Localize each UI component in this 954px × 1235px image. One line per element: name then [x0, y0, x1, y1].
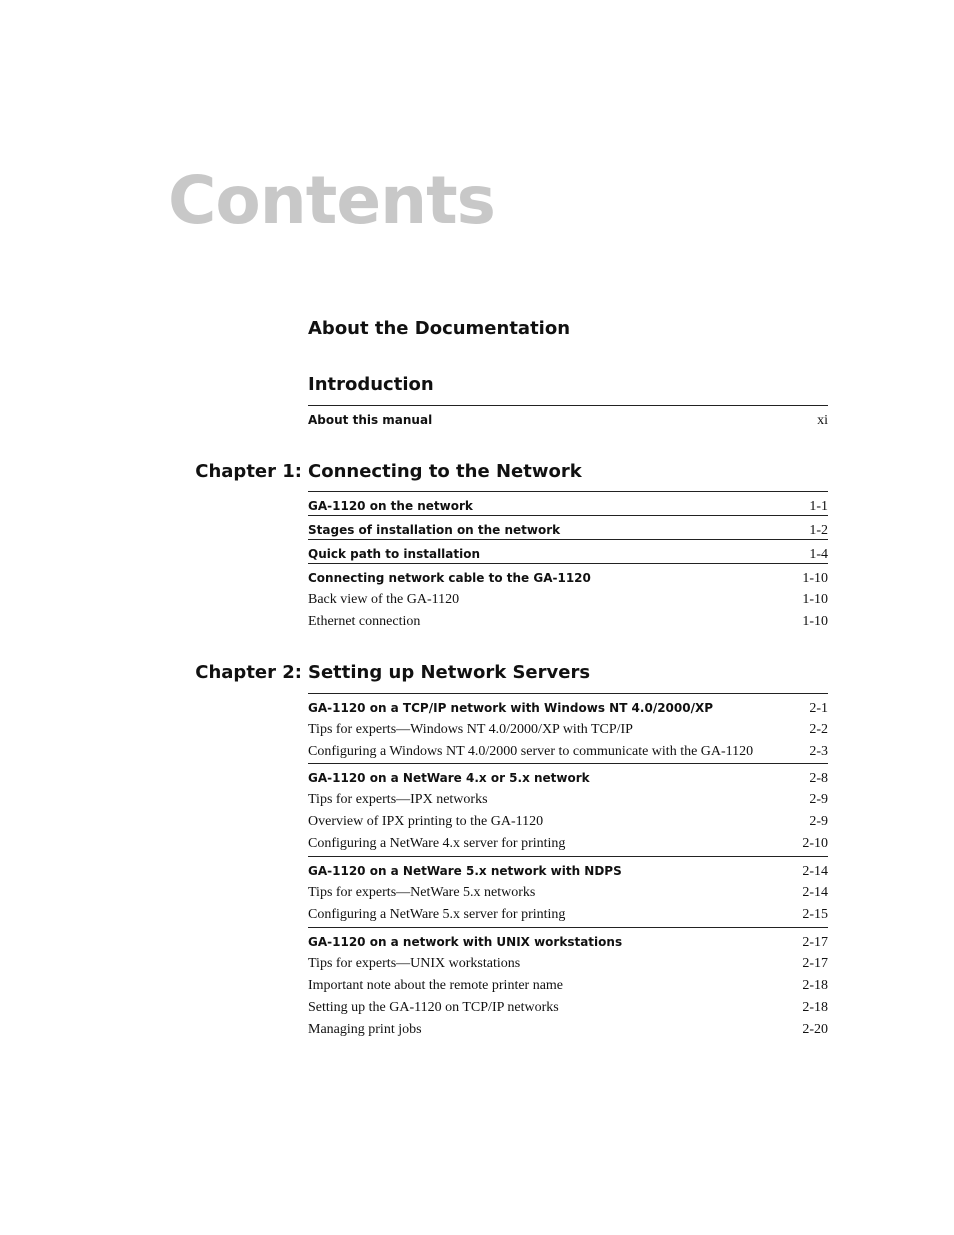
- toc-entry-page: 2-18: [802, 978, 828, 993]
- toc-entry-page: 1-1: [809, 499, 828, 514]
- toc-entry[interactable]: [308, 975, 828, 997]
- toc-entry-page: 2-14: [802, 885, 828, 900]
- toc-group: [308, 405, 828, 431]
- toc-entry[interactable]: [308, 904, 828, 926]
- toc-entry-title: Configuring a Windows NT 4.0/2000 server to communicate with the GA-1120: [308, 744, 754, 759]
- toc-group: [308, 515, 828, 541]
- toc-entry[interactable]: [308, 409, 828, 431]
- toc-entry-page: 2-9: [809, 814, 828, 829]
- toc-group: [308, 491, 828, 517]
- toc-entry-title: Stages of installation on the network: [308, 523, 561, 537]
- toc-entry-page: 2-14: [802, 864, 828, 879]
- toc-entry-page: 2-8: [809, 771, 828, 786]
- toc-entry-title: Tips for experts—IPX networks: [308, 792, 488, 807]
- toc-entry-page: 1-4: [809, 547, 828, 562]
- toc-entry[interactable]: [308, 519, 828, 541]
- chapter-1-title: Connecting to the Network: [308, 461, 582, 482]
- toc-entry-page: 2-20: [802, 1022, 828, 1037]
- toc-entry[interactable]: [308, 495, 828, 517]
- toc-entry[interactable]: [308, 789, 828, 811]
- toc-entry-title: Ethernet connection: [308, 614, 421, 629]
- toc-entry-page: 2-15: [802, 907, 828, 922]
- toc-entry-page: 2-9: [809, 792, 828, 807]
- chapter-1-heading: [195, 461, 582, 483]
- toc-entry-title: Tips for experts—Windows NT 4.0/2000/XP with TCP/IP: [308, 722, 633, 737]
- section-heading-introduction: Introduction: [308, 374, 434, 395]
- toc-entry-page: 1-10: [802, 592, 828, 607]
- toc-entry-page: 2-3: [809, 744, 828, 759]
- toc-entry[interactable]: [308, 741, 828, 763]
- toc-entry[interactable]: [308, 589, 828, 611]
- toc-entry-title: Connecting network cable to the GA-1120: [308, 571, 591, 585]
- toc-entry-title: GA-1120 on a network with UNIX workstations: [308, 935, 623, 949]
- toc-entry-title: About this manual: [308, 413, 433, 427]
- toc-entry[interactable]: [308, 953, 828, 975]
- toc-group: [308, 927, 828, 1041]
- toc-entry-page: 2-1: [809, 701, 828, 716]
- chapter-2-title: Setting up Network Servers: [308, 662, 591, 683]
- chapter-2-number: Chapter 2:: [195, 662, 302, 683]
- toc-entry-title: GA-1120 on a NetWare 4.x or 5.x network: [308, 771, 590, 785]
- toc-entry-title: Tips for experts—NetWare 5.x networks: [308, 885, 536, 900]
- toc-entry[interactable]: [308, 860, 828, 882]
- toc-entry[interactable]: [308, 931, 828, 953]
- toc-entry[interactable]: [308, 611, 828, 633]
- chapter-1-number: Chapter 1:: [195, 461, 302, 482]
- toc-group: [308, 539, 828, 565]
- toc-entry[interactable]: [308, 811, 828, 833]
- toc-entry-title: Managing print jobs: [308, 1022, 422, 1037]
- toc-entry-title: GA-1120 on the network: [308, 499, 473, 513]
- toc-entry[interactable]: [308, 697, 828, 719]
- toc-entry[interactable]: [308, 719, 828, 741]
- toc-entry-title: Configuring a NetWare 5.x server for printing: [308, 907, 566, 922]
- toc-entry[interactable]: [308, 543, 828, 565]
- toc-entry-title: Overview of IPX printing to the GA-1120: [308, 814, 544, 829]
- toc-entry[interactable]: [308, 882, 828, 904]
- toc-entry-title: GA-1120 on a TCP/IP network with Windows NT 4.0/2000/XP: [308, 701, 714, 715]
- toc-entry-title: Quick path to installation: [308, 547, 481, 561]
- toc-entry-page: 1-2: [809, 523, 828, 538]
- toc-entry-page: 2-17: [802, 956, 828, 971]
- toc-entry-title: Back view of the GA-1120: [308, 592, 460, 607]
- toc-entry-title: GA-1120 on a NetWare 5.x network with NDPS: [308, 864, 622, 878]
- toc-entry-page: 1-10: [802, 614, 828, 629]
- toc-entry[interactable]: [308, 1019, 828, 1041]
- toc-group: [308, 563, 828, 633]
- toc-entry[interactable]: [308, 567, 828, 589]
- toc-entry-page: xi: [817, 413, 828, 428]
- toc-entry-page: 2-17: [802, 935, 828, 950]
- toc-entry-page: 1-10: [802, 571, 828, 586]
- toc-entry-title: Important note about the remote printer name: [308, 978, 564, 993]
- toc-entry-page: 2-10: [802, 836, 828, 851]
- toc-group: [308, 856, 828, 926]
- section-heading-about: About the Documentation: [308, 318, 571, 339]
- page-title: Contents: [168, 162, 495, 239]
- toc-entry[interactable]: [308, 997, 828, 1019]
- toc-entry-page: 2-18: [802, 1000, 828, 1015]
- toc-group: [308, 693, 828, 763]
- chapter-2-heading: [195, 662, 591, 684]
- toc-entry-title: Configuring a NetWare 4.x server for printing: [308, 836, 566, 851]
- toc-entry-title: Tips for experts—UNIX workstations: [308, 956, 521, 971]
- toc-group: [308, 763, 828, 855]
- toc-entry-page: 2-2: [809, 722, 828, 737]
- toc-entry-title: Setting up the GA-1120 on TCP/IP networks: [308, 1000, 559, 1015]
- toc-entry[interactable]: [308, 767, 828, 789]
- toc-entry[interactable]: [308, 833, 828, 855]
